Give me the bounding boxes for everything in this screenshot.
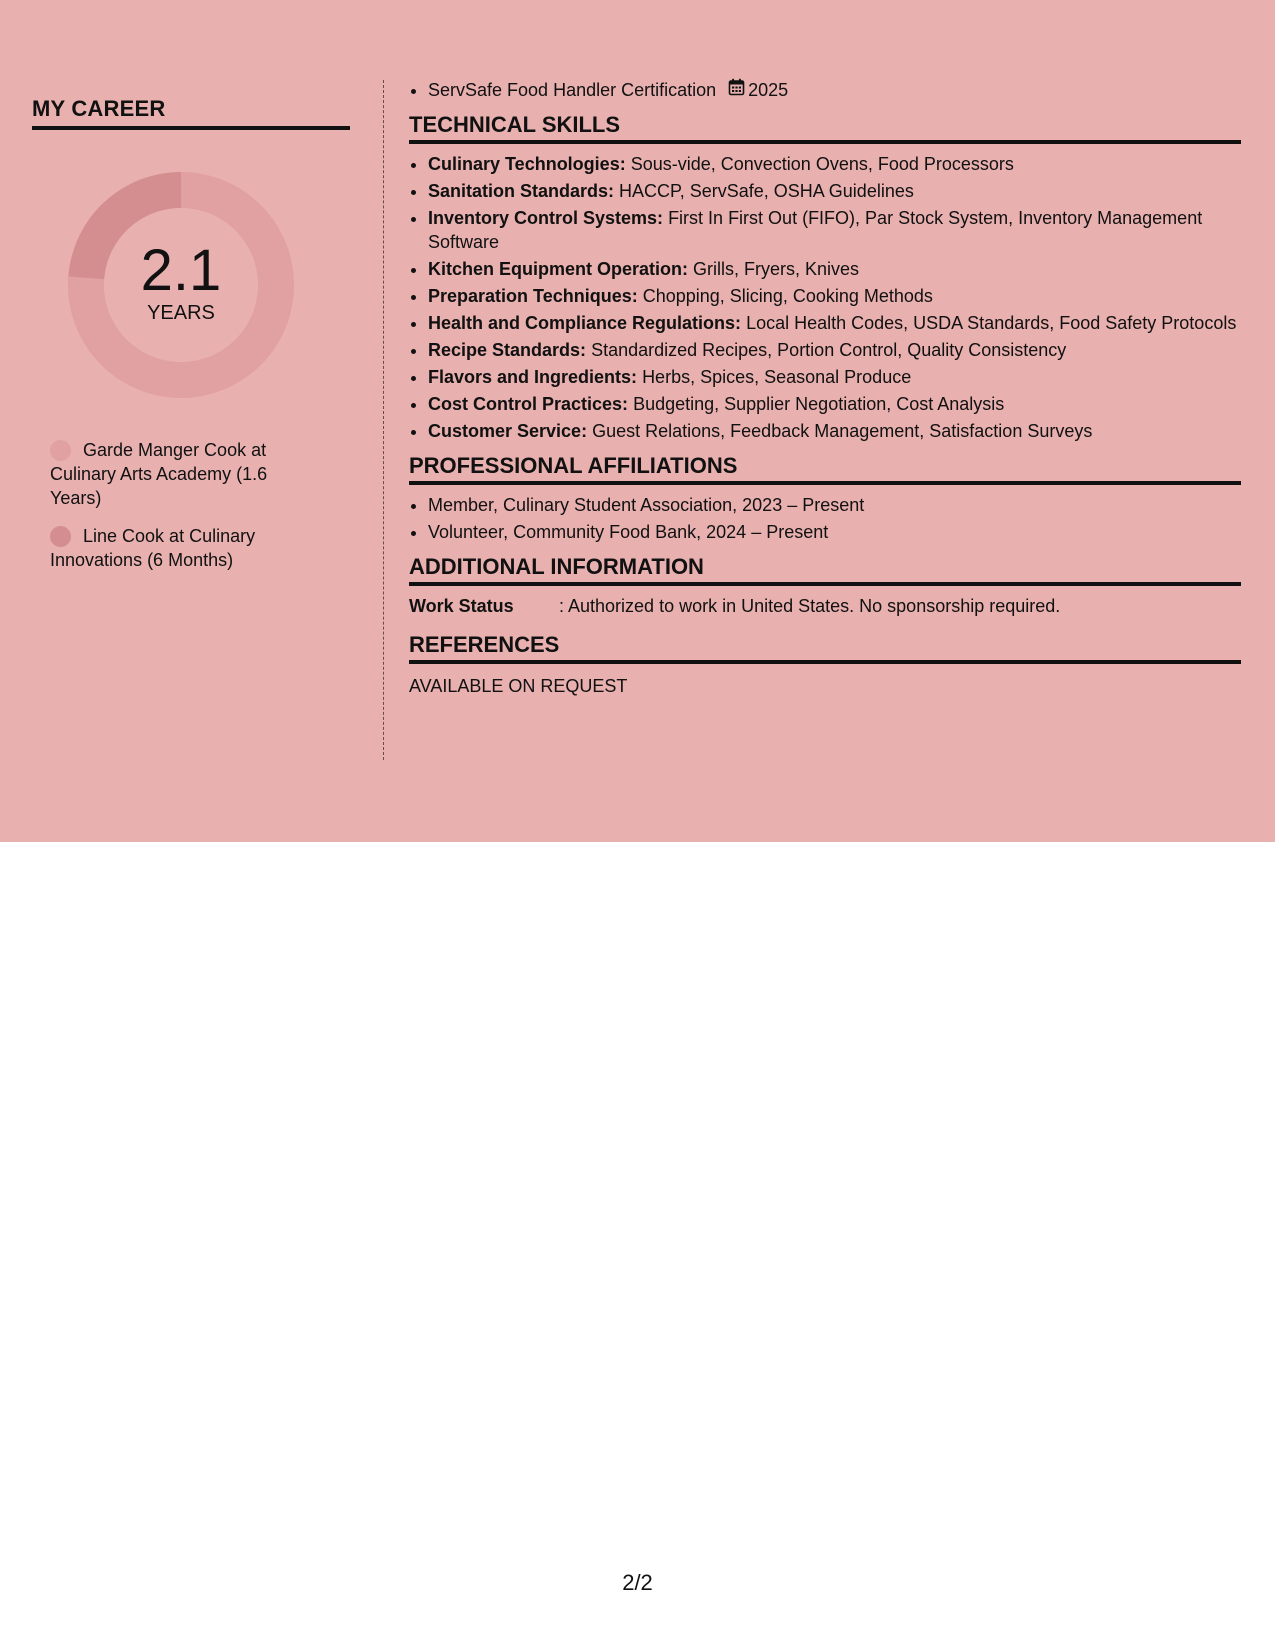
legend-dot — [50, 526, 71, 547]
skill-label: Health and Compliance Regulations: — [428, 313, 742, 333]
skill-value: Standardized Recipes, Portion Control, Quality Consistency — [591, 340, 1067, 360]
list-item: • Volunteer, Community Food Bank, 2024 – Present — [428, 520, 1241, 544]
list-item — [428, 338, 1241, 362]
skill-value: Grills, Fryers, Knives — [693, 259, 860, 279]
skill-label: Cost Control Practices: — [428, 394, 629, 414]
main-content — [409, 78, 1241, 698]
skill-label: Flavors and Ingredients: — [428, 367, 638, 387]
list-item — [428, 179, 1241, 203]
career-total-value: 2.1 — [140, 238, 222, 303]
skill-value: Chopping, Slicing, Cooking Methods — [642, 286, 933, 306]
work-status-value: : Authorized to work in United States. No sponsorship required. — [559, 596, 1061, 616]
work-status-label: Work Status — [409, 596, 514, 616]
legend-label: Garde Manger Cook at Culinary Arts Academy (1.6 Years) — [50, 440, 268, 508]
affiliations-list — [409, 493, 1241, 544]
skill-label: Sanitation Standards: — [428, 181, 615, 201]
list-item: • Member, Culinary Student Association, 2023 – Present — [428, 493, 1241, 517]
legend-item — [50, 524, 300, 572]
skill-value: Guest Relations, Feedback Management, Satisfaction Surveys — [592, 421, 1093, 441]
technical-skills-title: TECHNICAL SKILLS — [409, 112, 1241, 144]
skill-value: Budgeting, Supplier Negotiation, Cost Analysis — [633, 394, 1005, 414]
skill-value: Herbs, Spices, Seasonal Produce — [642, 367, 912, 387]
list-item — [428, 284, 1241, 308]
list-item — [428, 392, 1241, 416]
certification-list — [409, 78, 1241, 102]
work-status-row — [409, 594, 1241, 618]
career-total-unit: YEARS — [147, 302, 215, 324]
certification-date-group — [728, 78, 788, 102]
skill-value: HACCP, ServSafe, OSHA Guidelines — [619, 181, 914, 201]
references-text: AVAILABLE ON REQUEST — [409, 676, 628, 696]
career-title: MY CAREER — [32, 96, 350, 130]
legend-label: Line Cook at Culinary Innovations (6 Months) — [50, 526, 256, 570]
career-donut-chart — [66, 170, 296, 400]
skill-value: Sous-vide, Convection Ovens, Food Processors — [630, 154, 1014, 174]
career-legend — [50, 438, 300, 572]
affiliations-title: PROFESSIONAL AFFILIATIONS — [409, 453, 1241, 485]
skill-value: Local Health Codes, USDA Standards, Food Safety Protocols — [746, 313, 1237, 333]
skill-label: Customer Service: — [428, 421, 588, 441]
skill-label: Recipe Standards: — [428, 340, 587, 360]
page-number: 2/2 — [622, 1570, 653, 1595]
skill-label: Kitchen Equipment Operation: — [428, 259, 689, 279]
skill-value: First In First Out (FIFO), Par Stock System, Inventory Management Software — [428, 208, 1203, 252]
career-panel — [32, 96, 350, 586]
technical-skills-list — [409, 152, 1241, 443]
references-title: REFERENCES — [409, 632, 1241, 664]
list-item — [428, 152, 1241, 176]
list-item — [428, 78, 1241, 102]
legend-dot — [50, 440, 71, 461]
list-item — [428, 311, 1241, 335]
skill-label: Culinary Technologies: — [428, 154, 626, 174]
list-item — [428, 419, 1241, 443]
certification-name: • ServSafe Food Handler Certification — [428, 80, 717, 100]
skill-label: Preparation Techniques: — [428, 286, 638, 306]
list-item — [428, 206, 1241, 254]
certification-date: 2025 — [748, 80, 789, 100]
calendar-icon — [728, 78, 745, 102]
list-item — [428, 257, 1241, 281]
skill-label: Inventory Control Systems: — [428, 208, 664, 228]
column-divider — [383, 80, 384, 760]
additional-info-title: ADDITIONAL INFORMATION — [409, 554, 1241, 586]
legend-item — [50, 438, 300, 510]
list-item — [428, 365, 1241, 389]
